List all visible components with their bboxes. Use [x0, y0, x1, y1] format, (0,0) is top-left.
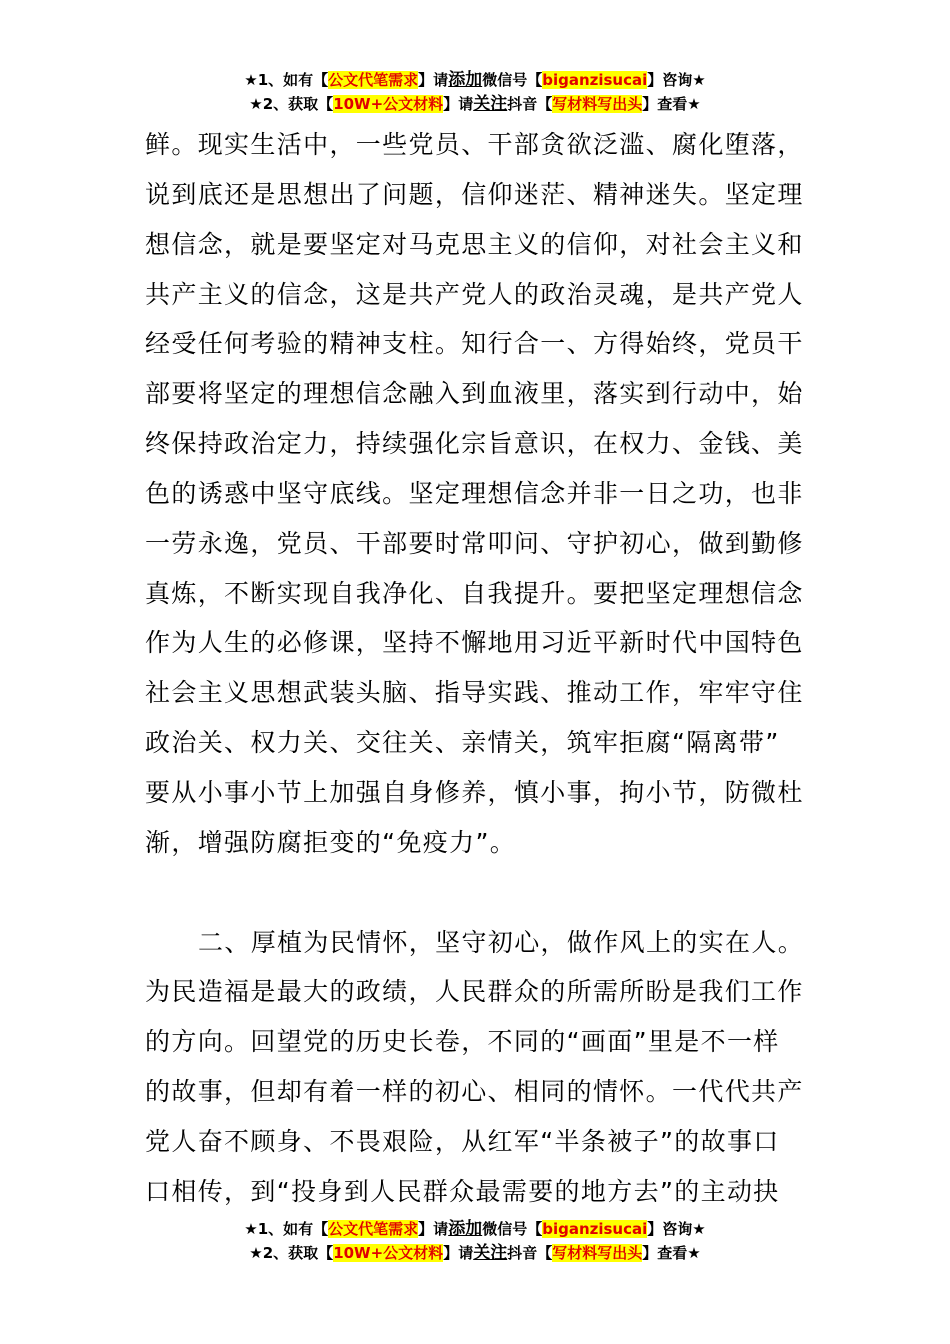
banner-text: 】请 — [443, 95, 474, 113]
banner-text: 】请 — [418, 1220, 449, 1238]
text-line: 经受任何考验的精神支柱。知行合一、方得始终，党员干 — [145, 329, 804, 359]
text-line: 鲜。现实生活中，一些党员、干部贪欲泛滥、腐化堕落， — [145, 130, 804, 159]
text-line: 真炼，不断实现自我净化、自我提升。要把坚定理想信念 — [145, 578, 804, 608]
banner-text: 微信号【 — [482, 1220, 543, 1238]
header-banner — [0, 68, 950, 116]
footer-banner — [0, 1217, 950, 1265]
underlined-text: 添加 — [448, 70, 483, 90]
text-line: 渐，增强防腐拒变的“免疫力”。 — [145, 827, 517, 857]
banner-line-1 — [0, 1217, 950, 1241]
banner-text: 抖音【 — [507, 1244, 553, 1262]
highlight-text: biganzisucai — [542, 71, 648, 89]
banner-line-2 — [0, 92, 950, 116]
highlight-text: 10W+公文材料 — [333, 95, 444, 113]
text-line: 说到底还是思想出了问题，信仰迷茫、精神迷失。坚定理 — [145, 179, 804, 209]
highlight-text: 10W+公文材料 — [333, 1244, 444, 1262]
text-line: 想信念，就是要坚定对马克思主义的信仰，对社会主义和 — [145, 229, 804, 259]
banner-text: ★2、获取【 — [249, 95, 334, 113]
underlined-text: 关注 — [473, 94, 508, 114]
banner-text: 微信号【 — [482, 71, 543, 89]
banner-text: 】请 — [443, 1244, 474, 1262]
highlight-text: 公文代笔需求 — [328, 71, 419, 89]
banner-text: 抖音【 — [507, 95, 553, 113]
text-line: 终保持政治定力，持续强化宗旨意识，在权力、金钱、美 — [145, 429, 804, 459]
text-line: 的方向。回望党的历史长卷，不同的“画面”里是不一样 — [145, 1027, 780, 1057]
banner-line-1 — [0, 68, 950, 92]
text-line: 为民造福是最大的政绩，人民群众的所需所盼是我们工作 — [145, 977, 804, 1007]
body-text — [145, 124, 825, 1221]
text-line: 要从小事小节上加强自身修养，慎小事，拘小节，防微杜 — [145, 777, 804, 807]
text-line: 政治关、权力关、交往关、亲情关，筑牢拒腐“隔离带” — [145, 728, 780, 758]
banner-text: ★1、如有【 — [244, 1220, 329, 1238]
banner-line-2 — [0, 1241, 950, 1265]
banner-text: 】咨询★ — [647, 71, 706, 89]
text-line: 色的诱惑中坚守底线。坚定理想信念并非一日之功，也非 — [145, 478, 804, 508]
banner-text: 】请 — [418, 71, 449, 89]
banner-text: ★2、获取【 — [249, 1244, 334, 1262]
banner-text: 】查看★ — [642, 95, 701, 113]
underlined-text: 添加 — [448, 1219, 483, 1239]
banner-text: 】查看★ — [642, 1244, 701, 1262]
text-line: 部要将坚定的理想信念融入到血液里，落实到行动中，始 — [145, 379, 804, 409]
highlight-text: biganzisucai — [542, 1220, 648, 1238]
text-line: 作为人生的必修课，坚持不懈地用习近平新时代中国特色 — [145, 628, 804, 658]
banner-text: 】咨询★ — [647, 1220, 706, 1238]
text-line: 党人奋不顾身、不畏艰险，从红军“半条被子”的故事口 — [145, 1126, 780, 1156]
highlight-text: 写材料写出头 — [552, 95, 643, 113]
text-line: 二、厚植为民情怀，坚守初心，做作风上的实在人。 — [198, 927, 805, 957]
highlight-text: 公文代笔需求 — [328, 1220, 419, 1238]
highlight-text: 写材料写出头 — [552, 1244, 643, 1262]
banner-text: ★1、如有【 — [244, 71, 329, 89]
text-line: 一劳永逸，党员、干部要时常叩问、守护初心，做到勤修 — [145, 528, 804, 558]
text-line: 共产主义的信念，这是共产党人的政治灵魂，是共产党人 — [145, 279, 804, 309]
text-line: 社会主义思想武装头脑、指导实践、推动工作，牢牢守住 — [145, 678, 804, 708]
text-line: 的故事，但却有着一样的初心、相同的情怀。一代代共产 — [145, 1077, 804, 1107]
underlined-text: 关注 — [473, 1243, 508, 1263]
text-line — [145, 872, 825, 922]
text-line: 口相传，到“投身到人民群众最需要的地方去”的主动抉 — [145, 1176, 780, 1206]
